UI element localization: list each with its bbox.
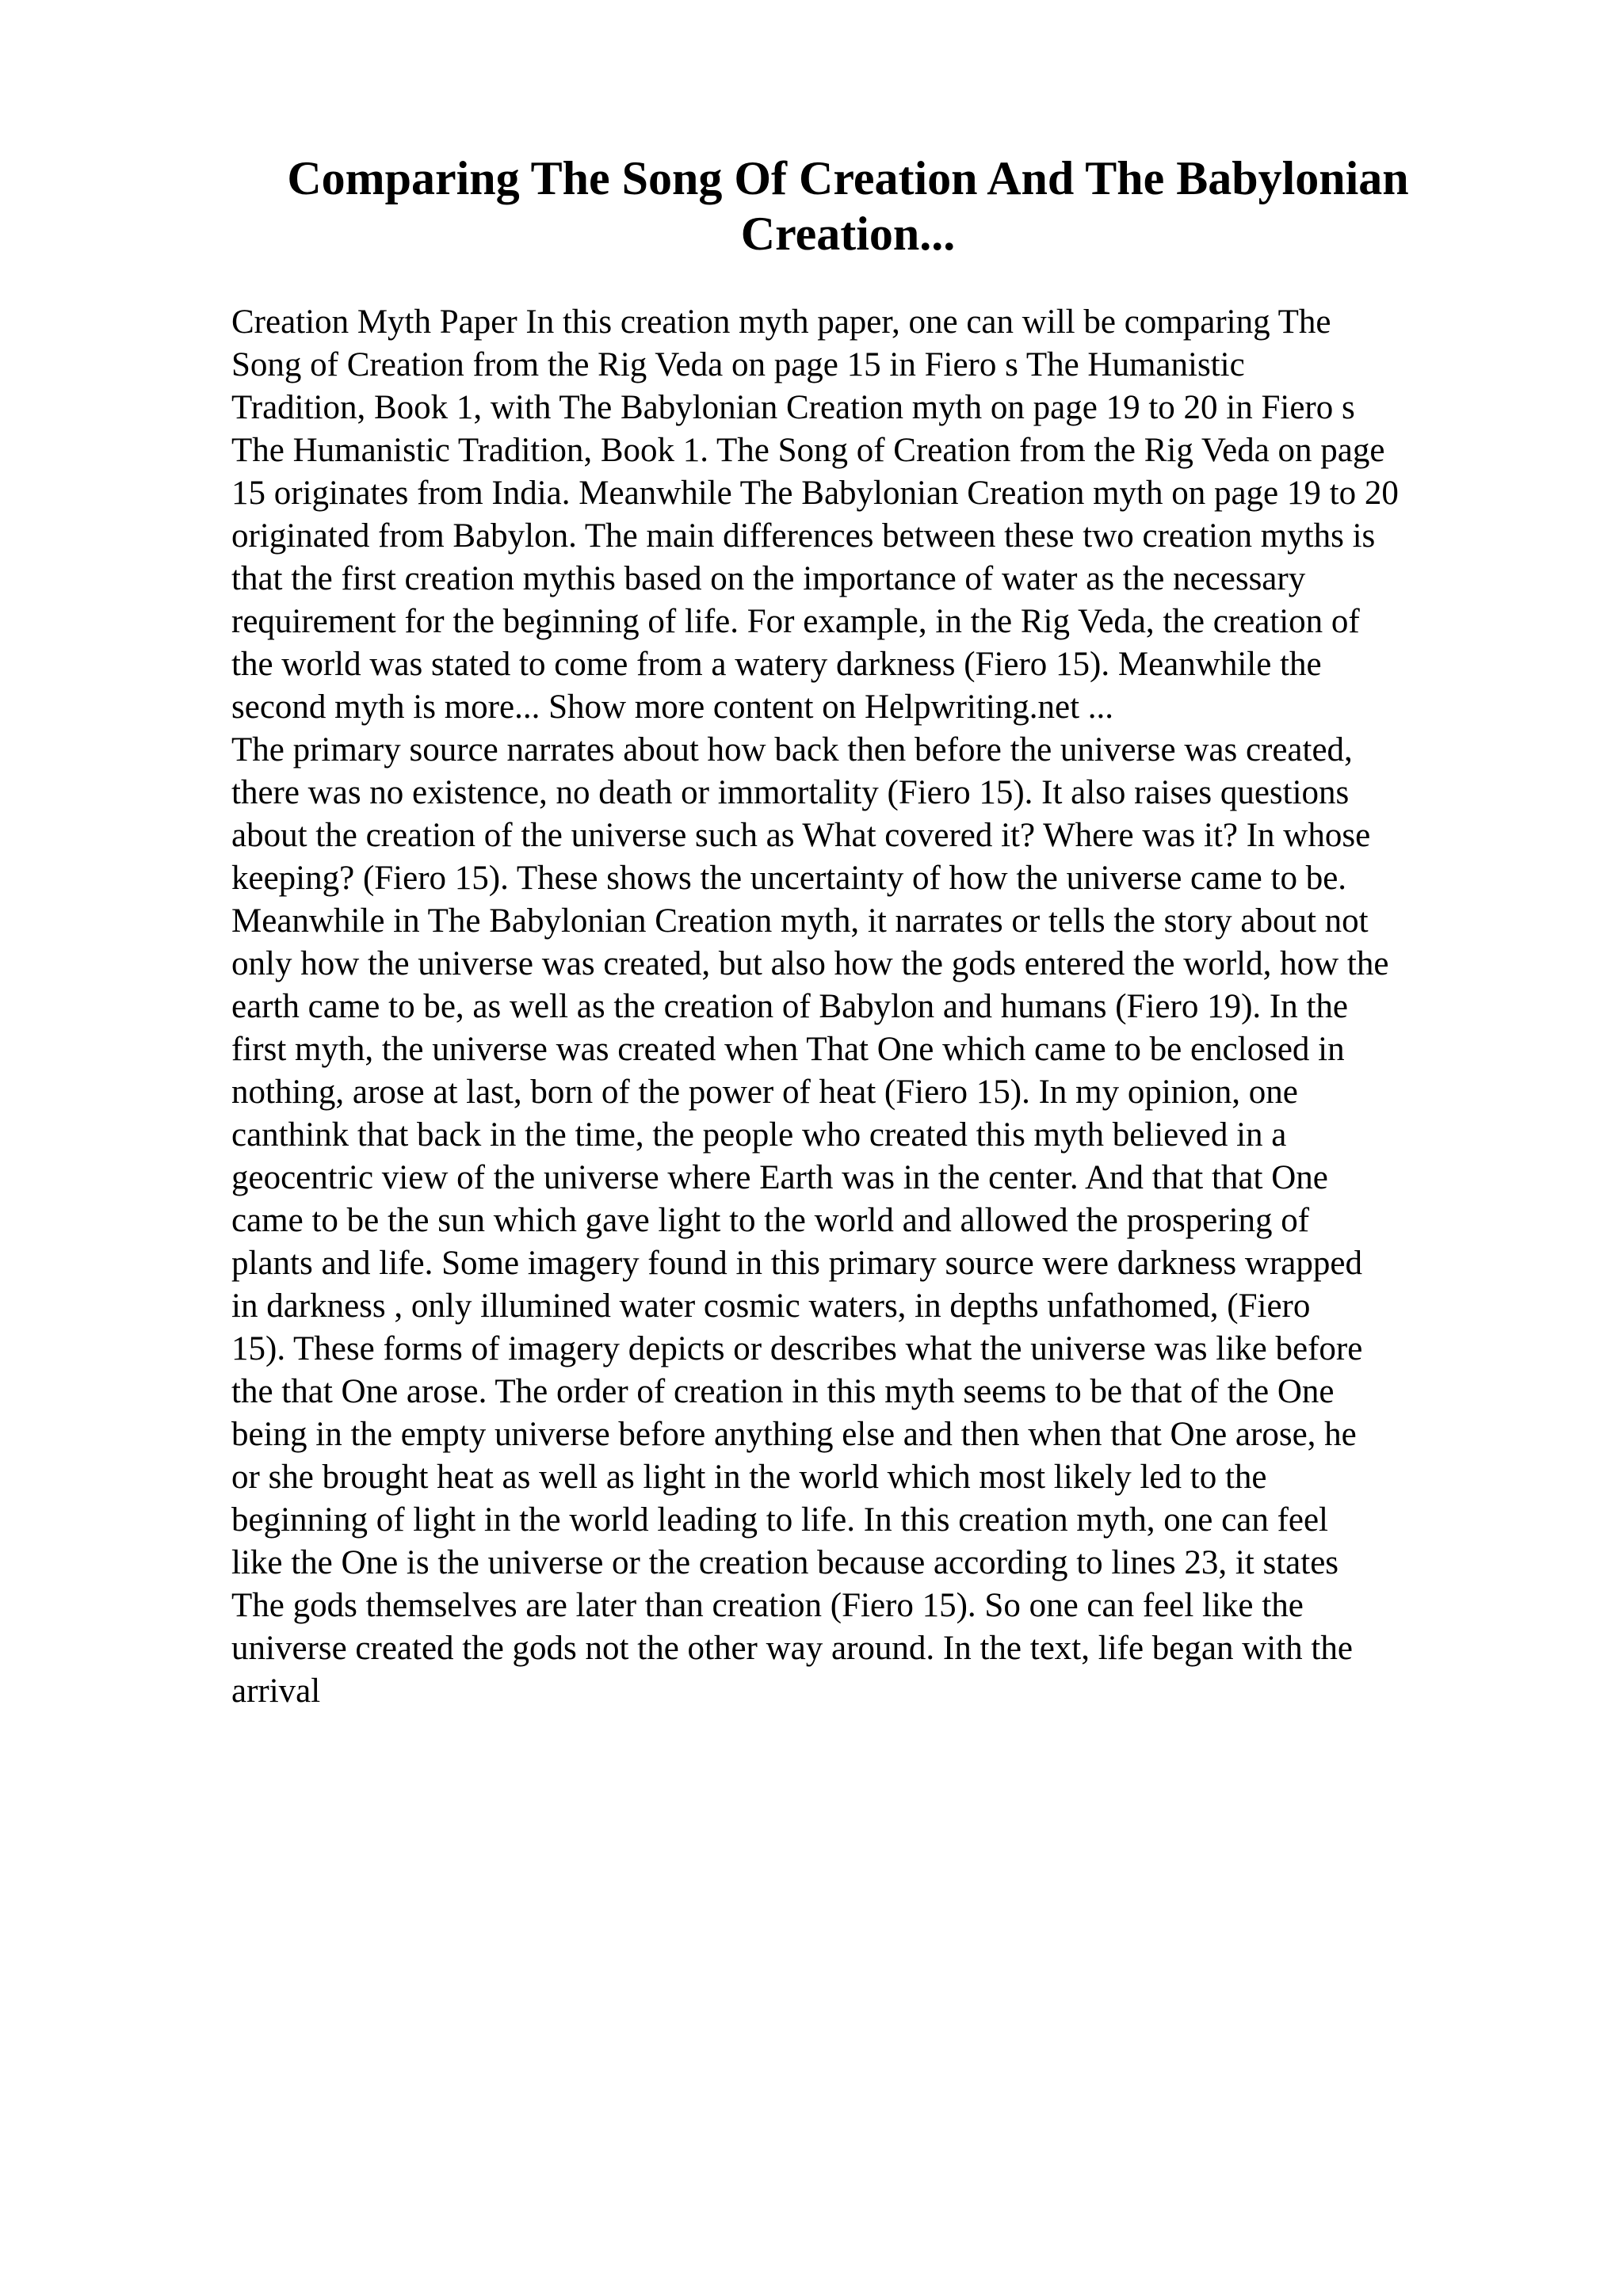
document-body [231,301,1515,1713]
document-title: Comparing The Song Of Creation And The Babylonian Creation... [287,152,1409,260]
paragraph-1: Creation Myth Paper In this creation myth paper, one can will be comparing The Song of Creation from the Rig Veda on page 15 in Fiero s The Humanistic Tradition, Book 1, with The Babylonian Creation myth on page 19 to 20 in Fiero s The Humanistic Tradition, Book 1. The Song of Creation from the Rig Veda on page 15 originates from India. Meanwhile The Babylonian Creation myth on page 19 to 20 originated from Babylon. The main differences between these two creation myths is that the first creation mythis based on the importance of water as the necessary requirement for the beginning of life. For example, in the Rig Veda, the creation of the world was stated to come from a watery darkness (Fiero 15). Meanwhile the second myth is more... Show more content on Helpwriting.net ... [231,303,1399,726]
paragraph-2: The primary source narrates about how back then before the universe was created, there was no existence, no death or immortality (Fiero 15). It also raises questions about the creation of the universe such as What covered it? Where was it? In whose keeping? (Fiero 15). These shows the uncertainty of how the universe came to be. Meanwhile in The Babylonian Creation myth, it narrates or tells the story about not only how the universe was created, but also how the gods entered the world, how the earth came to be, as well as the creation of Babylon and humans (Fiero 19). In the first myth, the universe was created when That One which came to be enclosed in nothing, arose at last, born of the power of heat (Fiero 15). In my opinion, one canthink that back in the time, the people who created this myth believed in a geocentric view of the universe where Earth was in the center. And that that One came to be the sun which gave light to the world and allowed the prospering of plants and life. Some imagery found in this primary source were darkness wrapped in darkness , only illumined water cosmic waters, in depths unfathomed, (Fiero 15). These forms of imagery depicts or describes what the universe was like before the that One arose. The order of creation in this myth seems to be that of the One being in the empty universe before anything else and then when that One arose, he or she brought heat as well as light in the world which most likely led to the beginning of light in the world leading to life. In this creation myth, one can feel like the One is the universe or the creation because according to lines 23, it states The gods themselves are later than creation (Fiero 15). So one can feel like the universe created the gods not the other way around. In the text, life began with the arrival [231,731,1389,1710]
